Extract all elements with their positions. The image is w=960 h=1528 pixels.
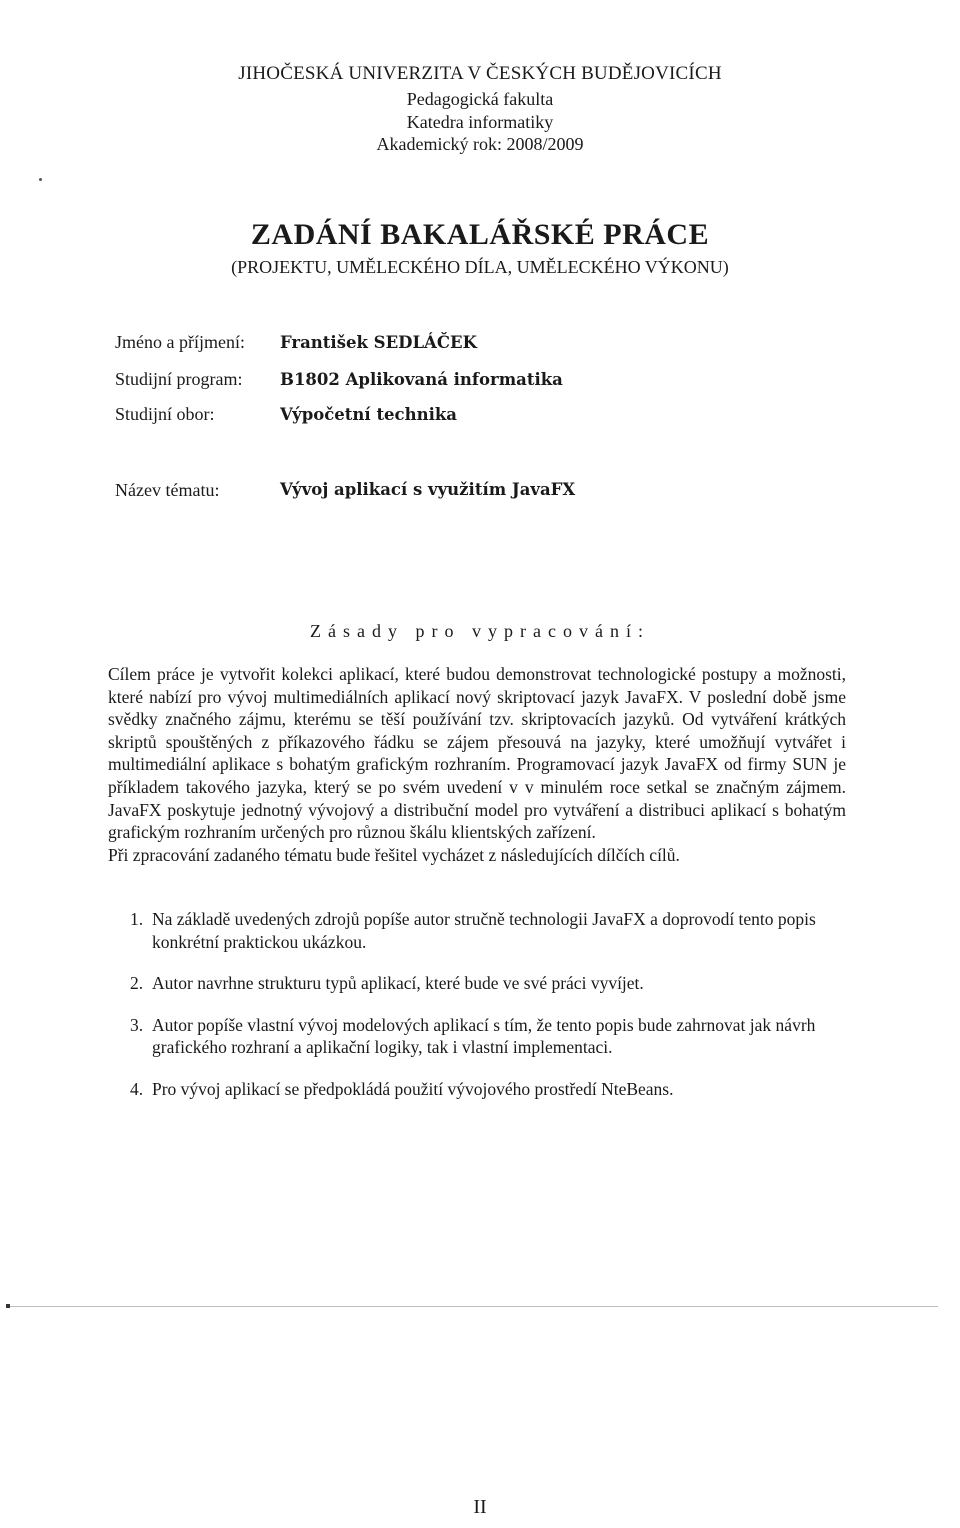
goal-item xyxy=(108,972,846,995)
name-label: Jméno a příjmení: xyxy=(115,332,245,352)
topic-label: Název tématu: xyxy=(115,480,220,500)
program-label: Studijní program: xyxy=(115,369,243,389)
goal-number: 1. xyxy=(130,909,144,929)
divider-mark xyxy=(6,1304,10,1308)
field-value: Výpočetní technika xyxy=(280,405,457,424)
page-divider xyxy=(8,1306,938,1307)
goal-item xyxy=(108,1078,846,1101)
principles-heading: Zásady pro vypracování: xyxy=(310,621,650,641)
principles-body xyxy=(108,663,846,866)
goals-list xyxy=(108,908,846,1120)
department-name: Katedra informatiky xyxy=(406,112,554,132)
body-paragraph-goals-intro: Při zpracování zadaného tématu bude řešitel vycházet z následujících dílčích cílů. xyxy=(108,844,680,865)
goal-number: 3. xyxy=(130,1014,144,1035)
goal-text: Autor navrhne strukturu typů aplikací, které bude ve své práci vyvíjet. xyxy=(152,973,644,994)
document-subtitle: (PROJEKTU, UMĚLECKÉHO DÍLA, UMĚLECKÉHO VÝKONU) xyxy=(231,257,729,277)
university-name: JIHOČESKÁ UNIVERZITA V ČESKÝCH BUDĚJOVICÍCH xyxy=(238,63,722,84)
document-title: ZADÁNÍ BAKALÁŘSKÉ PRÁCE xyxy=(250,218,710,251)
topic-value: Vývoj aplikací s využitím JavaFX xyxy=(280,480,576,499)
goal-text: Pro vývoj aplikací se předpokládá použití vývojového prostředí NteBeans. xyxy=(152,1078,674,1099)
field-label: Studijní obor: xyxy=(115,404,215,424)
academic-year: Akademický rok: 2008/2009 xyxy=(376,134,584,154)
goal-text: Autor popíše vlastní vývoj modelových aplikací s tím, že tento popis bude zahrnovat jak návrh grafického rozhraní a aplikační logiky, tak i vlastní implementaci. xyxy=(152,1014,816,1058)
goal-number: 4. xyxy=(130,1078,144,1099)
name-value: František SEDLÁČEK xyxy=(280,333,477,352)
page-number: II xyxy=(473,1496,487,1518)
goal-number: 2. xyxy=(130,973,144,994)
program-value: B1802 Aplikovaná informatika xyxy=(280,370,563,389)
goal-item xyxy=(108,1014,846,1059)
scan-speck xyxy=(39,178,42,181)
goal-item xyxy=(108,908,846,953)
body-paragraph-main: Cílem práce je vytvořit kolekci aplikací, které budou demonstrovat technologické postupy a možnosti, které nabízí pro vývoj multimediálních aplikací nový skriptovací jazyk JavaFX. V poslední době jsme svědky značného zájmu, kterému se těší používání tzv. skriptovacích jazyků. Od vytváření krátkých skriptů spouštěných z příkazového řádku se zájem přesouvá na jazyky, které umožňují vytvářet i multimediální aplikace s bohatým grafickým rozhraním. Programovací jazyk JavaFX od firmy SUN je příkladem takového jazyka, který se po svém uvedení v v minulém roce setkal se značným zájmem. JavaFX poskytuje jednotný vývojový a distribuční model pro vytváření a distribuci aplikací s bohatým grafickým rozhraním určených pro různou škálu klientských zařízení. xyxy=(108,664,846,843)
faculty-name: Pedagogická fakulta xyxy=(406,89,554,109)
goal-text: Na základě uvedených zdrojů popíše autor stručně technologii JavaFX a doprovodí tento popis konkrétní praktickou ukázkou. xyxy=(152,909,816,952)
